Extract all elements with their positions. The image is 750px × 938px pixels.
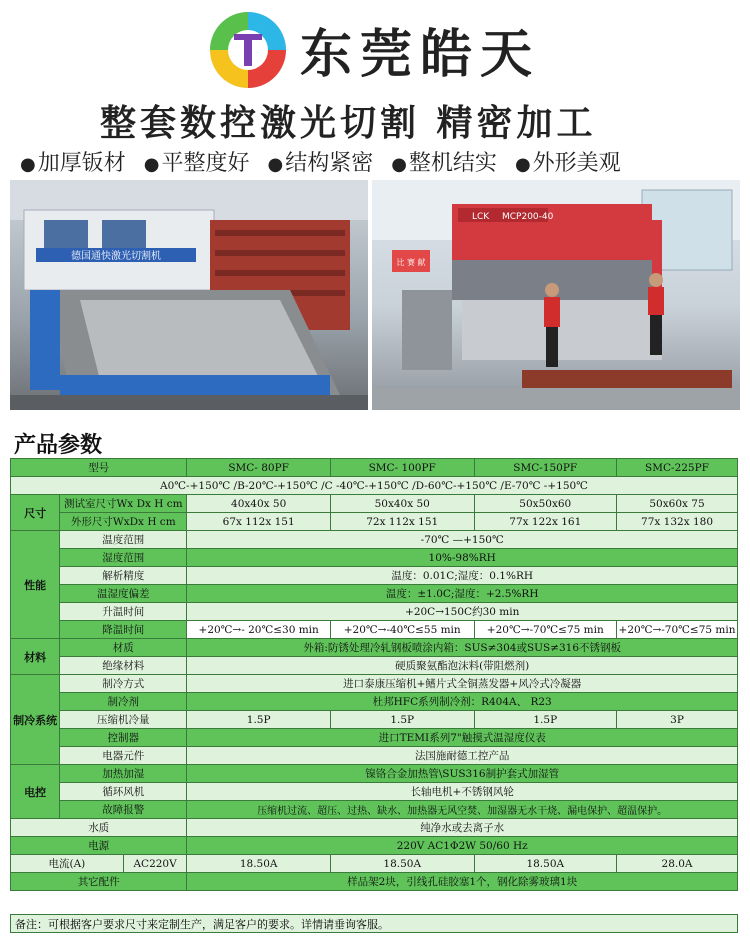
feature-label: 加厚钣材: [37, 151, 126, 176]
cell: 67x 112x 151: [187, 513, 331, 531]
group-cooling-system: 制冷系统: [11, 675, 60, 765]
cell: 温度：±1.0C;湿度：+2.5%RH: [187, 585, 738, 603]
cell: 18.50A: [330, 855, 474, 873]
cell: +20C→150C约30 min: [187, 603, 738, 621]
cell: 77x 122x 161: [474, 513, 617, 531]
cell: 1.5P: [474, 711, 617, 729]
factory-photos: [10, 180, 740, 410]
group-material: 材料: [11, 639, 60, 675]
table-row: [11, 495, 738, 513]
cell: 3P: [617, 711, 738, 729]
table-row: [11, 711, 738, 729]
table-row: [11, 801, 738, 819]
group-performance: 性能: [11, 531, 60, 639]
cell: +20℃→-70℃≤75 min: [617, 621, 738, 639]
machine-brand-sign: LCK: [472, 212, 490, 222]
row-label: 故障报警: [60, 801, 187, 819]
feature-item: [144, 146, 250, 177]
row-label: 外形尺寸WxDx H cm: [60, 513, 187, 531]
row-label: 电流(A): [11, 855, 124, 873]
model-100: SMC- 100PF: [330, 459, 474, 477]
table-row: [11, 729, 738, 747]
cell: 进口泰康压缩机+鳍片式全铜蒸发器+风冷式冷凝器: [187, 675, 738, 693]
table-row: [11, 549, 738, 567]
feature-item: [267, 146, 373, 177]
feature-item: [20, 146, 126, 177]
feature-label: 平整度好: [161, 151, 250, 176]
section-title: 产品参数: [14, 432, 103, 458]
cell: 温度：0.01C;湿度：0.1%RH: [187, 567, 738, 585]
press-brake-photo: [372, 180, 740, 410]
cell: 1.5P: [187, 711, 331, 729]
cell: 杜邦HFC系列制冷剂：R404A、 R23: [187, 693, 738, 711]
table-row: [11, 747, 738, 765]
feature-label: 整机结实: [408, 151, 497, 176]
row-label: 温湿度偏差: [60, 585, 187, 603]
cell: 50x60x 75: [617, 495, 738, 513]
header: [0, 0, 750, 180]
table-row: [11, 459, 738, 477]
row-label: 绝缘材料: [60, 657, 187, 675]
table-row: [11, 783, 738, 801]
model-80: SMC- 80PF: [187, 459, 331, 477]
model-225: SMC-225PF: [617, 459, 738, 477]
machine-model-sign: MCP200-40: [502, 212, 554, 222]
feature-label: 外形美观: [532, 151, 621, 176]
table-row: [11, 621, 738, 639]
cell: 镍铬合金加热管\SUS316制护套式加湿管: [187, 765, 738, 783]
row-label: 水质: [11, 819, 187, 837]
cell: 法国施耐德工控产品: [187, 747, 738, 765]
row-sublabel: AC220V: [123, 855, 187, 873]
spec-table: [10, 458, 738, 891]
table-row: [11, 819, 738, 837]
row-label: 控制器: [60, 729, 187, 747]
feature-item: [391, 146, 497, 177]
row-label: 加热加湿: [60, 765, 187, 783]
cell: 28.0A: [617, 855, 738, 873]
row-label: 降温时间: [60, 621, 187, 639]
row-label: 解析精度: [60, 567, 187, 585]
table-row: [11, 837, 738, 855]
row-label: 制冷方式: [60, 675, 187, 693]
cell: 1.5P: [330, 711, 474, 729]
bullet-icon: ●: [391, 154, 407, 175]
bullet-icon: ●: [514, 154, 531, 175]
table-row: [11, 477, 738, 495]
row-label: 制冷剂: [60, 693, 187, 711]
table-row: [11, 513, 738, 531]
cell: 10%-98%RH: [187, 549, 738, 567]
cell: 72x 112x 151: [330, 513, 474, 531]
row-label: 其它配件: [11, 873, 187, 891]
model-header: 型号: [11, 459, 187, 477]
table-row: [11, 855, 738, 873]
table-row: [11, 693, 738, 711]
cell: -70℃ —+150℃: [187, 531, 738, 549]
group-electric-control: 电控: [11, 765, 60, 819]
cell: 50x40x 50: [330, 495, 474, 513]
bullet-icon: ●: [267, 154, 284, 175]
row-label: 电器元件: [60, 747, 187, 765]
cell: 18.50A: [474, 855, 617, 873]
machine-sign: 德国通快激光切割机: [71, 251, 161, 262]
slogan: 整套数控激光切割 精密加工: [100, 102, 597, 144]
model-150: SMC-150PF: [474, 459, 617, 477]
row-label: 压缩机冷量: [60, 711, 187, 729]
feature-list: [20, 146, 740, 177]
table-row: [11, 531, 738, 549]
brand-logo-icon: [208, 10, 288, 90]
cell: 50x50x60: [474, 495, 617, 513]
table-row: [11, 657, 738, 675]
table-row: [11, 567, 738, 585]
workshop-banner: 比 赛 献: [396, 258, 426, 267]
feature-label: 结构紧密: [285, 151, 374, 176]
row-label: 温度范围: [60, 531, 187, 549]
cell: +20℃→-70℃≤75 min: [474, 621, 617, 639]
cell: +20℃→-40℃≤55 min: [330, 621, 474, 639]
cell: 压缩机过流、超压、过热、缺水、加热器无风空焚、加湿器无水干烧、漏电保护、超温保护。: [187, 801, 738, 819]
row-label: 测试室尺寸Wx Dx H cm: [60, 495, 187, 513]
footnote: 备注：可根据客户要求尺寸来定制生产，满足客户的要求。详情请垂询客服。: [10, 914, 738, 933]
row-label: 材质: [60, 639, 187, 657]
cell: 纯净水或去离子水: [187, 819, 738, 837]
cell: 样品架2块，引线孔硅胶塞1个，钢化除雾玻璃1块: [187, 873, 738, 891]
group-size: 尺寸: [11, 495, 60, 531]
table-row: [11, 765, 738, 783]
cell: 外箱:防锈处理冷轧钢板喷涂内箱：SUS≠304或SUS≠316不锈钢板: [187, 639, 738, 657]
laser-cutting-machine-photo: [10, 180, 368, 410]
cell: 77x 132x 180: [617, 513, 738, 531]
cell: 硬质聚氨酯泡沫料(带阻燃剂): [187, 657, 738, 675]
table-row: [11, 873, 738, 891]
table-row: [11, 639, 738, 657]
cell: 220V AC1Φ2W 50/60 Hz: [187, 837, 738, 855]
cell: +20℃→- 20℃≤30 min: [187, 621, 331, 639]
table-row: [11, 603, 738, 621]
cell: 长轴电机+不锈钢风轮: [187, 783, 738, 801]
bullet-icon: ●: [20, 154, 36, 175]
temperature-classes: A0℃-+150℃ /B-20℃-+150℃ /C -40℃-+150℃ /D-60℃-+150℃ /E-70℃ -+150℃: [11, 477, 738, 495]
cell: 进口TEMI系列7"触摸式温湿度仪表: [187, 729, 738, 747]
row-label: 电源: [11, 837, 187, 855]
cell: 40x40x 50: [187, 495, 331, 513]
bullet-icon: ●: [143, 154, 160, 175]
cell: 18.50A: [187, 855, 331, 873]
feature-item: [515, 146, 621, 177]
table-row: [11, 585, 738, 603]
row-label: 湿度范围: [60, 549, 187, 567]
row-label: 升温时间: [60, 603, 187, 621]
brand-name: 东莞皓天: [300, 24, 541, 85]
row-label: 循环风机: [60, 783, 187, 801]
table-row: [11, 675, 738, 693]
